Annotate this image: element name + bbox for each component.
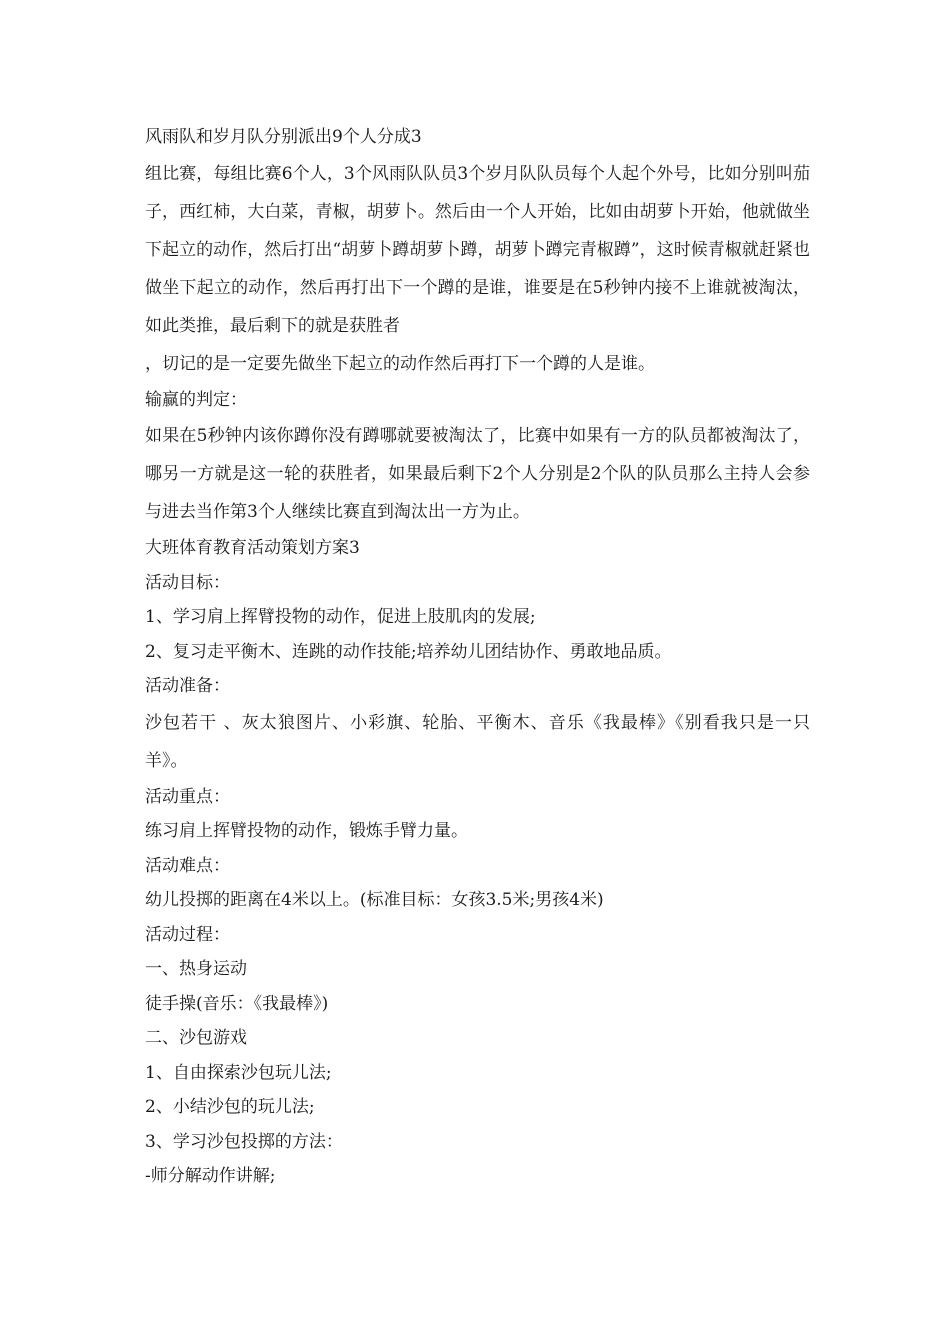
list-item: 一、热身运动 [145,959,247,979]
section-title: 大班体育教育活动策划方案3 [145,538,360,558]
list-item: 2、小结沙包的玩儿法; [145,1097,315,1117]
list-item: 3、学习沙包投掷的方法： [145,1131,343,1152]
text-line: 练习肩上挥臂投物的动作，锻炼手臂力量。 [145,821,468,841]
paragraph: 如果在5秒钟内该你蹲你没有蹲哪就要被淘汰了，比赛中如果有一方的队员都被淘汰了，哪另一方就是这一轮的获胜者，如果最后剩下2个人分别是2个队的队员那么主持人会参与进去当作第3个人继续比赛直到淘汰出一方为止。 [145,426,810,522]
paragraph: 沙包若干 、灰太狼图片、小彩旗、轮胎、平衡木、音乐《我最棒》《别看我只是一只羊》。 [145,712,810,771]
text-line: ，切记的是一定要先做坐下起立的动作然后再打下一个蹲的人是谁。 [145,353,655,374]
document-page [145,120,810,1194]
list-item: -师分解动作讲解; [145,1166,276,1186]
list-item: 1、自由探索沙包玩儿法; [145,1062,332,1083]
section-heading: 活动重点： [145,786,230,807]
list-item: 1、学习肩上挥臂投物的动作，促进上肢肌肉的发展; [145,607,536,627]
section-heading: 活动准备： [145,676,230,696]
list-item: 二、沙包游戏 [145,1028,247,1048]
section-heading: 输赢的判定： [145,389,247,410]
section-heading: 活动目标： [145,572,230,593]
section-heading: 活动难点： [145,855,230,876]
list-item: 徒手操(音乐：《我最棒》) [145,993,329,1014]
text-line: 风雨队和岁月队分别派出9个人分成3 [145,127,422,147]
section-heading: 活动过程： [145,924,230,945]
paragraph: 组比赛，每组比赛6个人，3个风雨队队员3个岁月队队员每个人起个外号，比如分别叫茄子，西红柿，大白菜，青椒，胡萝卜。然后由一个人开始，比如由胡萝卜开始，他就做坐下起立的动作，然后打出“胡萝卜蹲胡萝卜蹲，胡萝卜蹲完青椒蹲”，这时候青椒就赶紧也做坐下起立的动作，然后再打出下一个蹲的是谁，谁要是在5秒钟内接不上谁就被淘汰，如此类推，最后剩下的就是获胜者 [145,163,810,336]
text-line: 幼儿投掷的距离在4米以上。(标准目标：女孩3.5米;男孩4米) [145,890,604,910]
list-item: 2、复习走平衡木、连跳的动作技能;培养幼儿团结协作、勇敢地品质。 [145,641,672,662]
